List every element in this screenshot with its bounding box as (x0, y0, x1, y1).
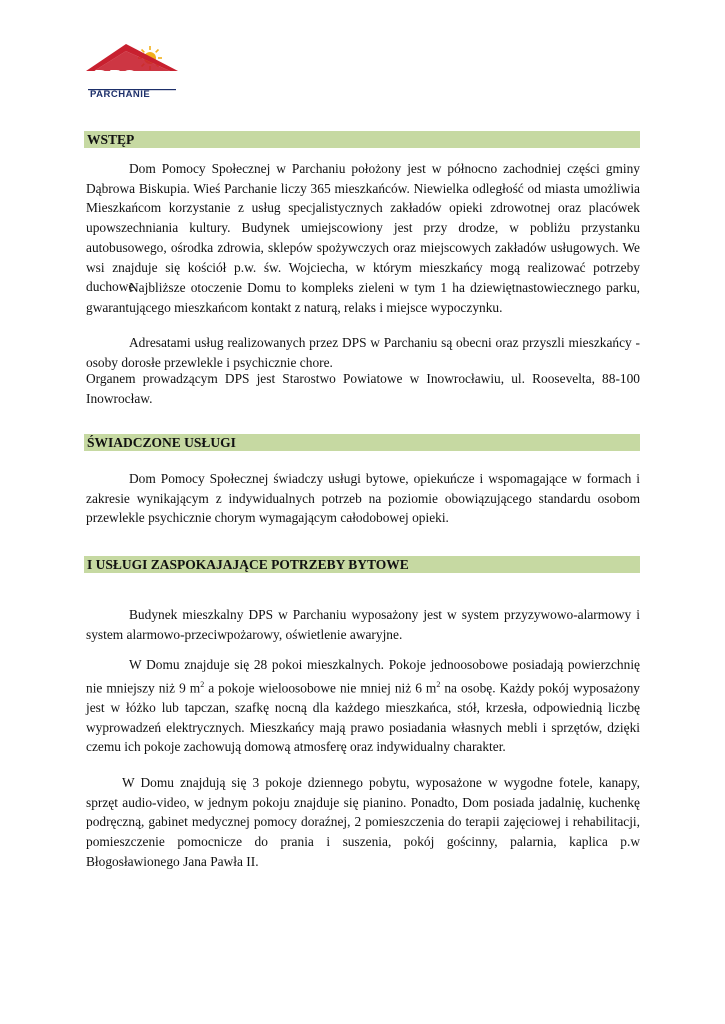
paragraph-rooms (86, 655, 640, 757)
paragraph-text: W Domu znajduje się 28 pokoi mieszkalnych. Pokoje jednoosobowe posiadają powierzchnię nie mniejszy niż 9 m (86, 657, 640, 696)
paragraph-day-rooms (86, 773, 640, 872)
superscript: 2 (200, 679, 205, 689)
dps-logo (84, 40, 180, 102)
paragraph-text: Budynek mieszkalny DPS w Parchaniu wyposażony jest w system przyzywowo-alarmowy i system alarmowo-przeciwpożarowy, oświetlenie awaryjne. (86, 607, 640, 642)
paragraph-services (86, 469, 640, 528)
paragraph-text: na osobę. Każdy pokój wyposażony jest w łóżko lub tapczan, szafkę nocną dla każdego mieszkańca, stół, krzesła, odpowiednią liczbę wyprowadzeń elektrycznych. Mieszkańcy mają prawo posiadania własnych mebli i sprzętów, dzięki czemu ich pokoje zachowują domową atmosferę oraz indywidualny charakter. (86, 680, 640, 755)
section-heading-intro: WSTĘP (84, 131, 640, 148)
section-heading-living-needs: I USŁUGI ZASPOKAJAJĄCE POTRZEBY BYTOWE (84, 556, 640, 573)
logo-text: DPS (94, 67, 137, 89)
paragraph-text: Dom Pomocy Społecznej w Parchaniu położony jest w północno zachodniej części gminy Dąbrowa Biskupia. Wieś Parchanie liczy 365 mieszkańców. Niewielka odległość od miasta umożliwia Mieszkańcom korzystanie z usług specjalistycznych zakładów opieki zdrowotnej oraz placówek upowszechniania kultury. Budynek umiejscowiony jest przy drodze, w pobliżu przystanku autobusowego, ośrodka zdrowia, sklepów spożywczych oraz miejscowych zakładów usługowych. We wsi znajduje się kościół p.w. św. Wojciecha, w którym mieszkańcy mogą realizować potrzeby duchowe. (86, 161, 640, 295)
paragraph-text: Organem prowadzącym DPS jest Starostwo Powiatowe w Inowrocławiu, ul. Roosevelta, 88-100 Inowrocław. (86, 371, 640, 406)
logo-subtitle: PARCHANIE (90, 89, 151, 100)
paragraph-text: Najbliższe otoczenie Domu to kompleks zieleni w tym 1 ha dziewiętnastowiecznego parku, gwarantującego mieszkańcom kontakt z naturą, relaks i miejsce wypoczynku. (86, 280, 640, 315)
paragraph-surroundings (86, 278, 640, 317)
paragraph-intro (86, 159, 640, 297)
paragraph-text: Adresatami usług realizowanych przez DPS w Parchaniu są obecni oraz przyszli mieszkańcy - osoby dorosłe przewlekle i psychicznie chore. (86, 335, 640, 370)
paragraph-text: Dom Pomocy Społecznej świadczy usługi bytowe, opiekuńcze i wspomagające w formach i zakresie wynikającym z indywidualnych potrzeb na poziomie obowiązującego standardu osobom przewlekle psychicznie chorym wymagającym całodobowej opieki. (86, 471, 640, 526)
paragraph-governing-body (86, 369, 640, 408)
paragraph-recipients (86, 333, 640, 372)
section-heading-services: ŚWIADCZONE USŁUGI (84, 434, 640, 451)
paragraph-text: a pokoje wieloosobowe nie mniej niż 6 m (204, 680, 437, 696)
paragraph-text: W Domu znajdują się 3 pokoje dziennego pobytu, wyposażone w wygodne fotele, kanapy, sprzęt audio-video, w jednym pokoju znajduje się pianino. Ponadto, Dom posiada jadalnię, kuchenkę podręczną, gabinet medycznej pomocy doraźnej, 2 pomieszczenia do terapii zajęciowej i rehabilitacji, pomieszczenie pomocnicze do prania i suszenia, pokój gościnny, palarnia, kaplica p.w Błogosławionego Jana Pawła II. (86, 775, 640, 869)
paragraph-building-systems (86, 605, 640, 644)
superscript: 2 (436, 679, 441, 689)
